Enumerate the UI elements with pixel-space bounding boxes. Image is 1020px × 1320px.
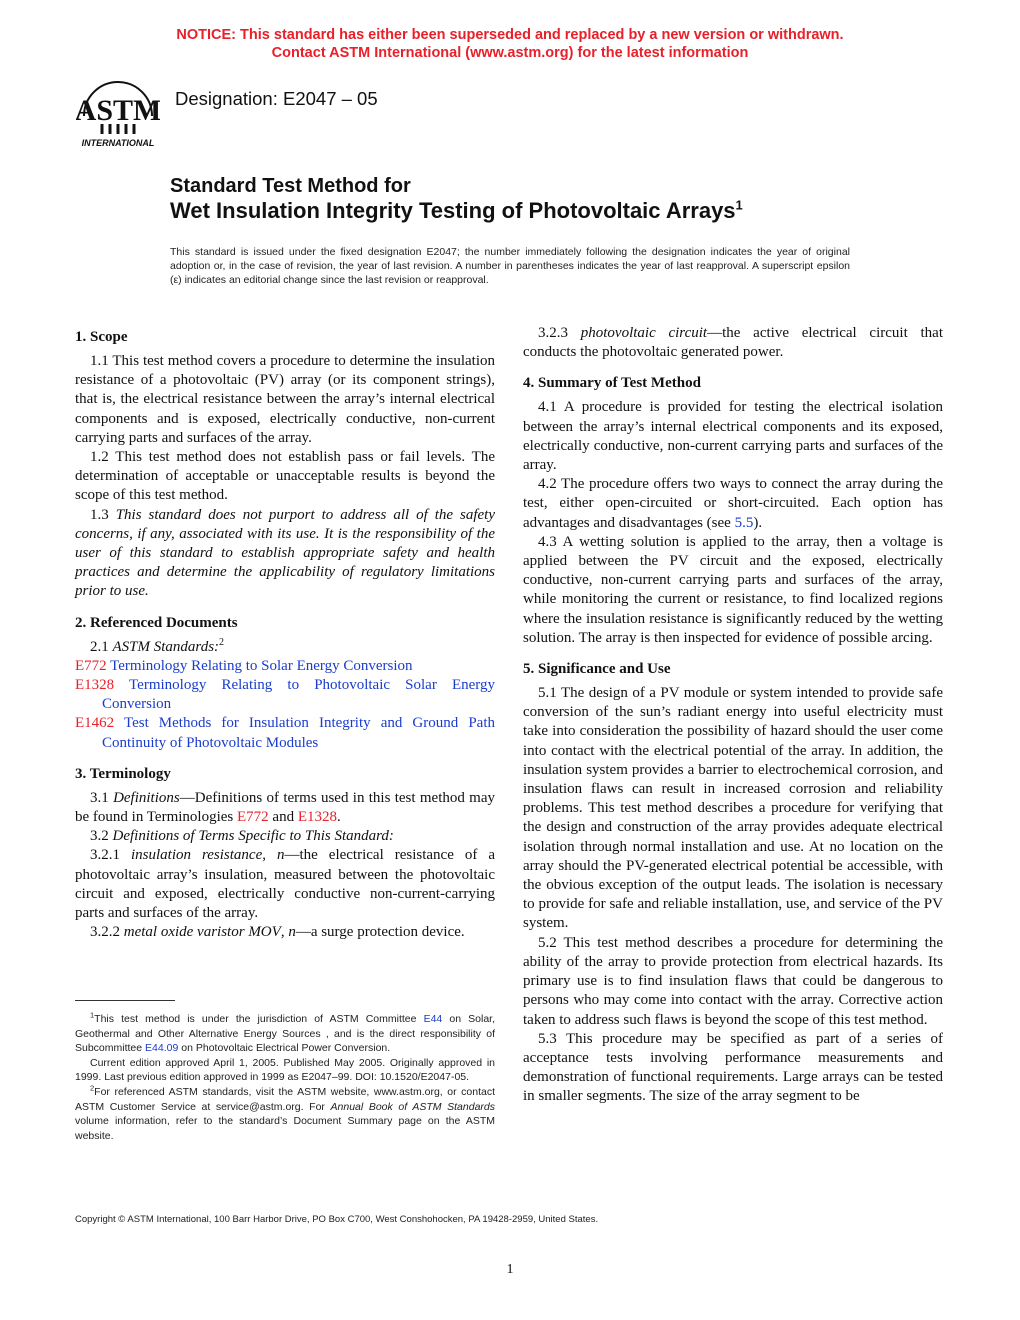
- para-text: Definitions of Terms Specific to This Standard:: [112, 828, 394, 845]
- section-link-5-5[interactable]: 5.5: [734, 514, 754, 531]
- ref-e1328[interactable]: [75, 676, 495, 714]
- section-2-heading: 2. Referenced Documents: [75, 614, 238, 631]
- para-text: ).: [753, 514, 763, 531]
- ref-code[interactable]: E1462: [75, 715, 115, 732]
- para-5-2: 5.2 This test method describes a procedure for determining the ability of the array to provide protection from electrical hazards. Its primary use is to find insulation flaws that could be dangerous to persons who may come into contact with the array. Corrective action taken to address such flaws is beyond the scope of this test method.: [523, 934, 943, 1028]
- para-1-3-number: 1.3: [90, 506, 109, 523]
- footnote-text: For referenced ASTM standards, visit the ASTM website, www.astm.org, or contact ASTM Customer Service at service@astm.org. For: [75, 1085, 495, 1113]
- para-text: 4.2 The procedure offers two ways to connect the array during the test, either open-circuited or short-circuited. Each option has advantages and disadvantages (see: [523, 476, 943, 531]
- left-column: [75, 322, 495, 942]
- para-text: and: [272, 809, 295, 826]
- footnote-mark: 1: [90, 1010, 95, 1020]
- footnote-text: on Photovoltaic Electrical Power Conversion.: [181, 1042, 391, 1055]
- right-column: [523, 322, 943, 1107]
- logo-international-label: INTERNATIONAL: [81, 138, 155, 148]
- term: metal oxide varistor MOV: [123, 924, 281, 941]
- issued-statement: This standard is issued under the fixed designation E2047; the number immediately following the designation indicates the year of original adoption or, in the case of revision, the year of last revision. A number in parentheses indicates the year of last reapproval. A superscript epsilon (ε) indicates an editorial change since the last revision or reapproval.: [170, 246, 850, 286]
- designation: Designation: E2047 – 05: [175, 88, 378, 109]
- para-1-3-text: This standard does not purport to address all of the safety concerns, if any, associated with its use. It is the responsibility of the user of this standard to establish appropriate safety and health practices and determine the applicability of regulatory limitations prior to use.: [75, 506, 496, 600]
- term: insulation resistance: [130, 847, 263, 864]
- ref-title[interactable]: Terminology Relating to Solar Energy Conversion: [110, 657, 413, 674]
- page-number: 1: [506, 1262, 514, 1277]
- part-of-speech: n: [276, 847, 285, 864]
- committee-link-e44[interactable]: E44: [423, 1013, 443, 1025]
- para-4-3: 4.3 A wetting solution is applied to the array, then a voltage is applied between the PV circuit and the exposed, electrically conductive, non-current carrying parts and surfaces of the array, while monitoring the current or resistance, to find localized regions where the insulation resistance is significantly reduced by the wetting solution. The array is then inspected for evidence of possible arcing.: [523, 533, 943, 646]
- para-3-1: 3.1 Definitions—Definitions of terms used in this test method may be found in Terminologies E772 and E1328.: [75, 789, 496, 826]
- para-4-2: [523, 475, 943, 533]
- para-1-3: [75, 506, 495, 602]
- copyright: Copyright © ASTM International, 100 Barr Harbor Drive, PO Box C700, West Conshohocken, PA 19428-2959, United States.: [75, 1214, 599, 1225]
- para-number: 3.2.2: [90, 924, 120, 941]
- para-number: 3.2.3: [538, 325, 568, 341]
- para-text: —a surge protection device.: [295, 924, 465, 941]
- para-number: 3.2.1: [90, 847, 120, 864]
- astm-logo: [76, 76, 160, 150]
- para-3-2-3: [523, 322, 943, 362]
- title-line-2: Wet Insulation Integrity Testing of Photovoltaic Arrays: [170, 198, 736, 223]
- subcommittee-link-e44-09[interactable]: E44.09: [145, 1042, 179, 1055]
- ref-e772[interactable]: [75, 657, 495, 676]
- footnote-edition: Current edition approved April 1, 2005. Published May 2005. Originally approved in 1999. Last previous edition approved in 1999 as E2047–99. DOI: 10.1520/E2047-05.: [75, 1056, 495, 1084]
- footnote-text: Annual Book of ASTM Standards: [330, 1100, 495, 1113]
- para-3-2-1: 3.2.1 insulation resistance, n—the electrical resistance of a photovoltaic array’s insulation, measured between the photovoltaic circuit and exposed, electrically conductive non-current-carrying parts and surfaces of the array.: [75, 847, 495, 922]
- part-of-speech: n: [288, 924, 296, 941]
- para-text: —the electrical resistance of a photovoltaic array’s insulation, measured between the photovoltaic circuit and exposed, electrically conductive non-current-carrying parts and surfaces of the array.: [75, 847, 495, 922]
- para-2-1-number: 2.1: [90, 638, 109, 655]
- title-line-1: Standard Test Method for: [170, 175, 411, 197]
- para-2-1-text: ASTM Standards:: [112, 638, 220, 655]
- footnote-divider: [75, 1000, 175, 1001]
- footnote-2: [75, 1085, 495, 1143]
- ref-code[interactable]: E772: [75, 657, 107, 674]
- footnote-text: This test method is under the jurisdiction of ASTM Committee: [94, 1013, 417, 1025]
- ref-title[interactable]: Terminology Relating to Photovoltaic Solar Energy Conversion: [102, 677, 496, 713]
- para-1-1: 1.1 This test method covers a procedure to determine the insulation resistance of a photovoltaic (PV) array (or its component strings), that is, the electrical resistance between the array’s internal electrical components and is exposed, electrically conductive, non-current carrying parts and surfaces of the array.: [75, 353, 495, 446]
- term: photovoltaic circuit: [580, 325, 708, 341]
- footnote-1: [75, 1012, 495, 1056]
- para-5-3: 5.3 This procedure may be specified as part of a series of acceptance tests involving performance measurements and demonstration of functional requirements. Large arrays can be tested in smaller segments. The size of the array segment to be: [523, 1030, 943, 1105]
- footnote-text: on Solar, Geothermal and Other Alternative Energy Sources , and is the direct responsibility of Subcommittee: [75, 1013, 495, 1055]
- ref-title[interactable]: Test Methods for Insulation Integrity and Ground Path Continuity of Photovoltaic Modules: [102, 715, 495, 751]
- para-text: —the active electrical circuit that conducts the photovoltaic generated power.: [523, 325, 943, 361]
- footnotes: [75, 1012, 495, 1143]
- footnote-text: volume information, refer to the standard’s Document Summary page on the ASTM website.: [75, 1115, 495, 1142]
- section-4-heading: 4. Summary of Test Method: [523, 375, 701, 392]
- astm-logo-mark: [76, 76, 160, 150]
- withdrawal-notice: [0, 26, 1020, 62]
- para-5-1: 5.1 The design of a PV module or system intended to provide safe conversion of the sun’s radiant energy into useful electricity must take into consideration the possibility of hazard should the user come into contact with the electrical potential of the array. In addition, the insulation system provides a barrier to electrochemical corrosion, and insulation flaws can result in increased corrosion and reliability problems. This test method describes a procedure for verifying that the design and construction of the array provides adequate electrical isolation through normal installation and use. At no location on the array should the PV-generated electrical potential be accessible, with the obvious exception of the output leads. The isolation is necessary to provide for safe and reliable installation, use, and service of the PV system.: [523, 685, 943, 932]
- ref-code[interactable]: E1328: [75, 677, 115, 694]
- logo-letters: ASTM: [76, 94, 160, 127]
- term: Definitions: [113, 789, 180, 806]
- para-2-1: [75, 638, 495, 657]
- para-number: 3.2: [90, 828, 109, 845]
- ref-link-e1328[interactable]: E1328: [297, 809, 337, 826]
- document-title: [170, 198, 743, 224]
- section-5-heading: 5. Significance and Use: [523, 661, 671, 678]
- para-number: 3.1: [90, 789, 109, 806]
- para-2-1-sup: 2: [219, 636, 225, 648]
- notice-line-2: Contact ASTM International (www.astm.org) for the latest information: [271, 45, 749, 61]
- para-3-2: [75, 827, 495, 846]
- ref-e1462[interactable]: [75, 714, 495, 752]
- para-3-2-2: 3.2.2 metal oxide varistor MOV, n—a surge protection device.: [90, 924, 465, 941]
- para-1-2: 1.2 This test method does not establish pass or fail levels. The determination of acceptable or unacceptable results is beyond the scope of this test method.: [75, 449, 495, 504]
- section-1-heading: 1. Scope: [75, 329, 128, 345]
- notice-line-1: NOTICE: This standard has either been superseded and replaced by a new version or withdrawn.: [176, 27, 844, 43]
- section-3-heading: 3. Terminology: [75, 765, 171, 782]
- title-footnote-mark: 1: [735, 197, 743, 213]
- para-4-1: 4.1 A procedure is provided for testing the electrical isolation between the array’s internal electrical components and its exposed, electrically conductive, non-current carrying parts and surfaces of the array.: [523, 399, 943, 474]
- ref-link-e772[interactable]: E772: [236, 809, 269, 826]
- footnote-mark: 2: [90, 1083, 95, 1093]
- para-text: —Definitions of terms used in this test method may be found in Terminologies: [75, 789, 496, 826]
